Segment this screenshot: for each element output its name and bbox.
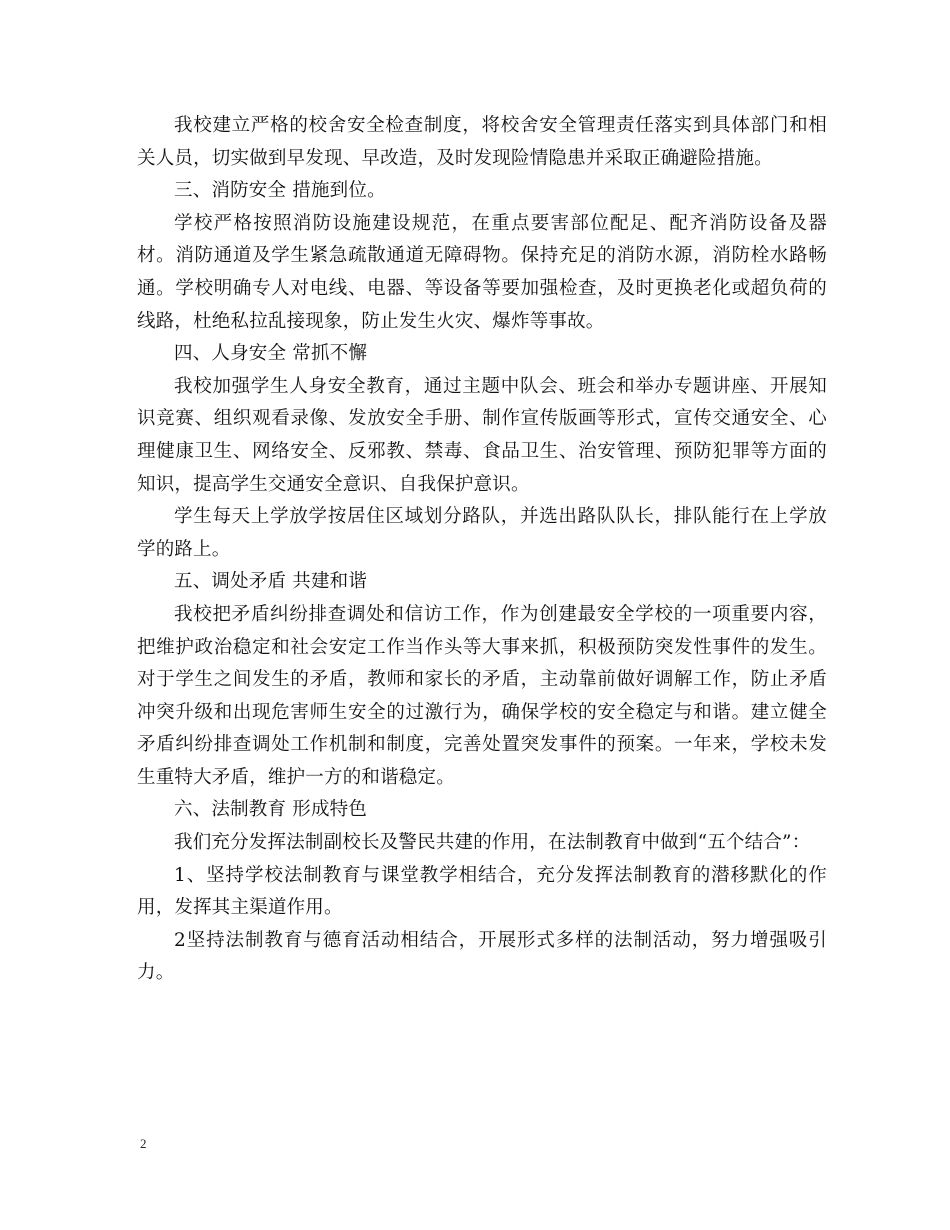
document-body <box>137 110 827 990</box>
paragraph-point-1: 1、坚持学校法制教育与课堂教学相结合，充分发挥法制教育的潜移默化的作用，发挥其主渠道作用。 <box>137 864 827 919</box>
paragraph-conflict-mediation: 我校把矛盾纠纷排查调处和信访工作，作为创建最安全学校的一项重要内容，把维护政治稳定和社会安定工作当作头等大事来抓，积极预防突发性事件的发生。对于学生之间发生的矛盾，教师和家长的矛盾，主动靠前做好调解工作，防止矛盾冲突升级和出现危害师生安全的过激行为，确保学校的安全稳定与和谐。建立健全矛盾纠纷排查调处工作机制和制度，完善处置突发事件的预案。一年来，学校未发生重特大矛盾，维护一方的和谐稳定。 <box>137 603 827 788</box>
paragraph-road-teams: 学生每天上学放学按居住区域划分路队，并选出路队队长，排队能行在上学放学的路上。 <box>137 506 827 560</box>
section-heading-conflict-mediation: 五、调处矛盾 共建和谐 <box>174 571 368 593</box>
section-heading-personal-safety: 四、人身安全 常抓不懈 <box>174 343 368 365</box>
section-heading-fire-safety: 三、消防安全 措施到位。 <box>174 180 386 202</box>
page-number: 2 <box>140 1136 147 1151</box>
paragraph-inspection: 我校建立严格的校舍安全检查制度，将校舍安全管理责任落实到具体部门和相关人员，切实做到早发现、早改造，及时发现险情隐患并采取正确避险措施。 <box>137 115 827 169</box>
paragraph-point-2: 2坚持法制教育与德育活动相结合，开展形式多样的法制活动，努力增强吸引力。 <box>137 929 827 984</box>
section-heading-legal-education: 六、法制教育 形成特色 <box>174 799 368 821</box>
paragraph-five-combinations: 我们充分发挥法制副校长及警民共建的作用，在法制教育中做到“五个结合”： <box>174 832 811 854</box>
paragraph-fire-safety: 学校严格按照消防设施建设规范，在重点要害部位配足、配齐消防设备及器材。消防通道及学生紧急疏散通道无障碍物。保持充足的消防水源，消防栓水路畅通。学校明确专人对电线、电器、等设备等要加强检查，及时更换老化或超负荷的线路，杜绝私拉乱接现象，防止发生火灾、爆炸等事故。 <box>137 212 827 332</box>
paragraph-safety-education: 我校加强学生人身安全教育，通过主题中队会、班会和举办专题讲座、开展知识竞赛、组织观看录像、发放安全手册、制作宣传版画等形式，宣传交通安全、心理健康卫生、网络安全、反邪教、禁毒、食品卫生、治安管理、预防犯罪等方面的知识，提高学生交通安全意识、自我保护意识。 <box>137 375 827 495</box>
